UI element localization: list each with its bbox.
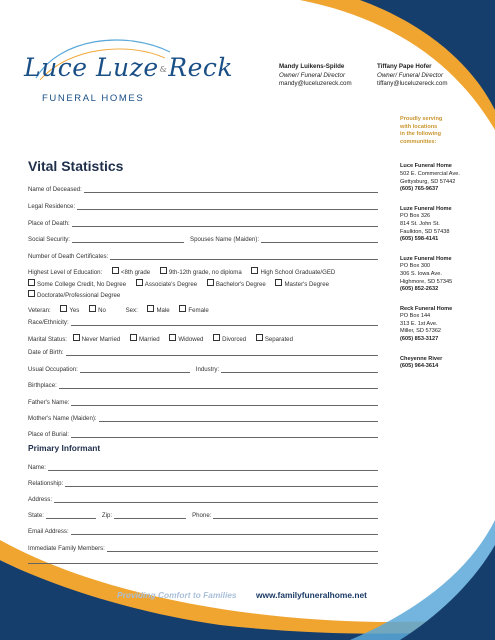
education-label: Highest Level of Education: — [28, 268, 103, 276]
blank-line[interactable] — [71, 430, 378, 438]
option-label: Female — [188, 306, 209, 314]
logo-name-luce: Luce — [24, 53, 88, 82]
field-label: Relationship: — [28, 480, 64, 487]
locations-sidebar — [400, 116, 490, 383]
intro-line: in the following — [400, 131, 442, 138]
option-lt8th[interactable] — [112, 269, 150, 276]
option-label: Doctorate/Professional Degree — [37, 291, 121, 299]
marital-label: Marital Status: — [28, 335, 67, 343]
field-mother — [28, 412, 378, 422]
checkbox[interactable] — [179, 305, 186, 312]
contact-title: Owner/ Funeral Director — [279, 71, 346, 79]
extra-blank-line[interactable] — [28, 563, 378, 564]
location-line: 313 E. 1st Ave. — [400, 320, 438, 327]
contact-email: tiffany@luceluzereck.com — [377, 80, 448, 88]
blank-line[interactable] — [213, 511, 378, 519]
checkbox[interactable] — [130, 334, 137, 341]
option-label: Separated — [264, 335, 293, 343]
location-miller — [400, 306, 490, 344]
checkbox[interactable] — [73, 334, 80, 341]
checkbox[interactable] — [213, 334, 220, 341]
location-name: Luce Funeral Home — [400, 163, 452, 170]
field-label: Date of Birth: — [28, 349, 64, 356]
field-father — [28, 396, 378, 406]
location-name: Reck Funeral Home — [400, 305, 453, 312]
checkbox[interactable] — [60, 305, 67, 312]
checkbox[interactable] — [112, 267, 119, 274]
blank-line[interactable] — [65, 479, 378, 487]
field-label: Mother's Name (Maiden): — [28, 415, 97, 422]
field-death-certificates — [28, 250, 378, 260]
checkbox[interactable] — [207, 279, 214, 286]
option-label: No — [98, 306, 106, 314]
field-label: State: — [28, 512, 44, 519]
option-associates[interactable] — [136, 281, 197, 288]
logo-name-reck: Reck — [168, 53, 234, 82]
sex-female[interactable] — [179, 307, 208, 314]
location-line: Highmore, SD 57345 — [400, 278, 453, 285]
field-label: Number of Death Certificates: — [28, 253, 109, 260]
location-phone: (605) 852-2632 — [400, 286, 439, 293]
footer-tagline: Providing Comfort to Families — [117, 590, 237, 600]
location-phone: (605) 964-3614 — [400, 363, 439, 370]
location-phone: (605) 765-9637 — [400, 186, 439, 193]
blank-line[interactable] — [77, 202, 378, 210]
marital-never[interactable] — [73, 336, 121, 343]
field-name-of-deceased — [28, 183, 378, 193]
option-label: Never Married — [81, 335, 121, 343]
checkbox[interactable] — [251, 267, 258, 274]
location-name: Cheyenne River — [400, 355, 443, 362]
location-line: 502 E. Commercial Ave. — [400, 170, 460, 177]
blank-line[interactable] — [48, 463, 378, 471]
logo-name-luze: Luze — [95, 53, 159, 82]
field-birthplace — [28, 379, 378, 389]
primary-informant-heading: Primary Informant — [28, 443, 101, 453]
field-informant-relationship — [28, 477, 378, 487]
location-line: PO Box 326 — [400, 213, 431, 220]
field-informant-address — [28, 493, 378, 503]
blank-line[interactable] — [114, 511, 186, 519]
field-label: Legal Residence: — [28, 203, 76, 210]
blank-line[interactable] — [107, 544, 378, 552]
location-name: Luze Funeral Home — [400, 205, 452, 212]
marital-married[interactable] — [130, 336, 160, 343]
checkbox[interactable] — [160, 267, 167, 274]
intro-line: Proudly serving — [400, 116, 443, 122]
contact-tiffany — [377, 63, 447, 89]
veteran-sex-row — [28, 305, 217, 314]
location-name: Luze Funeral Home — [400, 255, 452, 262]
education-options-row2 — [28, 279, 337, 288]
contact-name: Mandy Luikens-Spilde — [279, 63, 345, 70]
field-label: Father's Name: — [28, 399, 70, 406]
contact-name: Tiffany Pape Hofer — [377, 63, 432, 70]
blank-line[interactable] — [72, 235, 184, 243]
logo — [24, 53, 233, 82]
checkbox[interactable] — [256, 334, 263, 341]
field-label: Phone: — [192, 512, 212, 519]
option-label: Divorced — [222, 335, 247, 343]
blank-line[interactable] — [71, 318, 378, 326]
option-masters[interactable] — [275, 281, 329, 288]
location-line: 814 St. John St. — [400, 220, 440, 227]
education-options-row3 — [28, 290, 128, 299]
field-occupation-industry — [28, 363, 378, 373]
option-label: Associate's Degree — [144, 280, 198, 288]
location-phone: (605) 853-3127 — [400, 336, 439, 343]
sidebar-intro — [400, 116, 490, 146]
location-line: PO Box 144 — [400, 313, 431, 320]
location-line: Gettysburg, SD 57442 — [400, 178, 456, 185]
location-line: Miller, SD 57362 — [400, 328, 442, 335]
field-family-members — [28, 542, 378, 552]
option-label: Male — [156, 306, 170, 314]
field-label: Spouses Name (Maiden): — [190, 236, 260, 243]
checkbox[interactable] — [89, 305, 96, 312]
field-label: Name: — [28, 464, 46, 471]
field-label: Immediate Family Members: — [28, 545, 105, 552]
option-bachelors[interactable] — [207, 281, 266, 288]
contact-email: mandy@luceluzereck.com — [279, 80, 352, 88]
marital-widowed[interactable] — [169, 336, 203, 343]
option-label: High School Graduate/GED — [260, 268, 336, 276]
checkbox[interactable] — [275, 279, 282, 286]
marital-separated[interactable] — [256, 336, 293, 343]
option-label: Bachelor's Degree — [215, 280, 266, 288]
location-gettysburg — [400, 163, 490, 193]
field-legal-residence — [28, 200, 378, 210]
location-line: 306 S. Iowa Ave. — [400, 270, 442, 277]
marital-divorced[interactable] — [213, 336, 246, 343]
blank-line[interactable] — [261, 235, 378, 243]
checkbox[interactable] — [136, 279, 143, 286]
blank-line[interactable] — [80, 365, 190, 373]
blank-line[interactable] — [46, 511, 96, 519]
option-label: Yes — [69, 306, 80, 314]
field-label: Usual Occupation: — [28, 366, 78, 373]
option-label: Some College Credit, No Degree — [37, 280, 127, 288]
checkbox[interactable] — [147, 305, 154, 312]
field-informant-state-zip-phone — [28, 509, 378, 519]
location-highmore — [400, 256, 490, 294]
field-social-security-spouse — [28, 233, 378, 243]
field-label: Place of Death: — [28, 220, 70, 227]
option-some-college[interactable] — [28, 281, 126, 288]
option-doctorate[interactable] — [28, 292, 120, 299]
blank-line[interactable] — [59, 381, 378, 389]
top-navy-swoosh — [330, 0, 495, 120]
field-label: Birthplace: — [28, 382, 57, 389]
footer-website-link[interactable]: www.familyfuneralhome.net — [256, 590, 367, 600]
sex-label: Sex: — [125, 306, 138, 314]
option-label: 9th-12th grade, no diploma — [168, 268, 242, 276]
intro-line: communities: — [400, 138, 437, 145]
logo-ampersand: & — [159, 65, 168, 74]
field-informant-name — [28, 461, 378, 471]
option-label: Married — [138, 335, 160, 343]
blank-line[interactable] — [84, 185, 378, 193]
field-label: Industry: — [195, 366, 220, 373]
field-label: Race/Ethnicity: — [28, 319, 69, 326]
logo-subtitle: FUNERAL HOMES — [42, 93, 145, 104]
blank-line[interactable] — [99, 414, 378, 422]
option-9th-12th[interactable] — [160, 269, 242, 276]
location-phone: (605) 598-4141 — [400, 236, 439, 243]
veteran-label: Veteran: — [28, 306, 51, 314]
field-label: Address: — [28, 496, 53, 503]
veteran-yes[interactable] — [60, 307, 79, 314]
intro-line: with locations — [400, 123, 438, 130]
field-label: Name of Deceased: — [28, 186, 82, 193]
blank-line[interactable] — [72, 219, 378, 227]
blank-line[interactable] — [221, 365, 378, 373]
checkbox[interactable] — [28, 279, 35, 286]
field-informant-email — [28, 525, 378, 535]
contact-title: Owner/ Funeral Director — [377, 71, 444, 79]
contact-mandy — [279, 63, 352, 89]
option-label: <8th grade — [120, 268, 151, 276]
location-cheyenne-river — [400, 356, 490, 371]
blank-line[interactable] — [54, 495, 378, 503]
field-label: Social Security: — [28, 236, 70, 243]
field-label: Email Address: — [28, 528, 69, 535]
location-line: Faulkton, SD 57438 — [400, 228, 450, 235]
field-label: Place of Burial: — [28, 431, 69, 438]
education-options-row1 — [28, 267, 343, 276]
checkbox[interactable] — [169, 334, 176, 341]
field-race — [28, 316, 378, 326]
blank-line[interactable] — [71, 398, 378, 406]
option-hs-grad[interactable] — [251, 269, 335, 276]
location-line: PO Box 300 — [400, 263, 431, 270]
veteran-no[interactable] — [89, 307, 106, 314]
checkbox[interactable] — [28, 290, 35, 297]
option-label: Master's Degree — [284, 280, 329, 288]
blank-line[interactable] — [71, 527, 378, 535]
location-faulkton — [400, 206, 490, 244]
form-title: Vital Statistics — [28, 158, 124, 174]
field-label: Zip: — [101, 512, 113, 519]
field-dob — [28, 346, 378, 356]
blank-line[interactable] — [110, 252, 378, 260]
marital-status-row — [28, 334, 301, 343]
sex-male[interactable] — [147, 307, 169, 314]
field-place-of-death — [28, 217, 378, 227]
blank-line[interactable] — [66, 348, 378, 356]
field-burial — [28, 428, 378, 438]
option-label: Widowed — [178, 335, 204, 343]
